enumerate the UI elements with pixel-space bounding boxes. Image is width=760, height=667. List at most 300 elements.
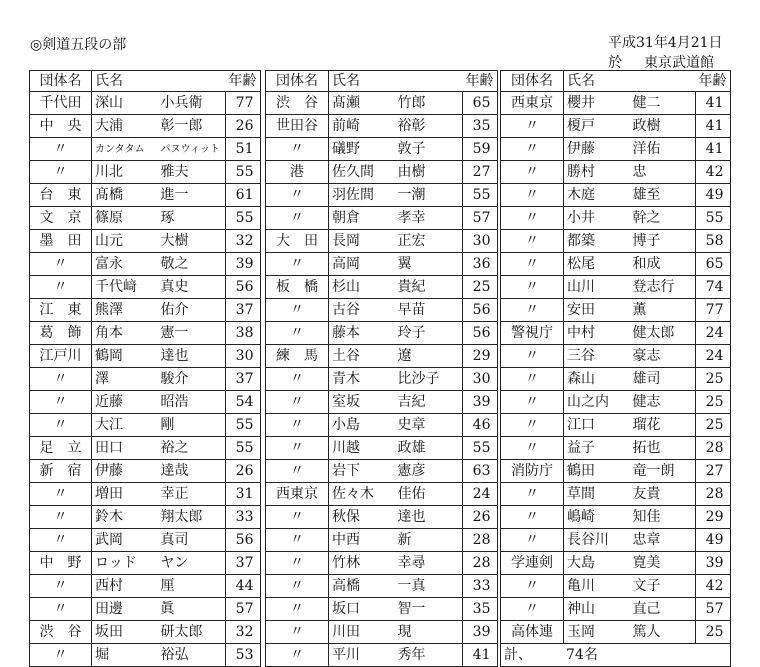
table-row: [30, 184, 261, 207]
org-cell: 〃: [266, 506, 329, 529]
table-row: [266, 506, 498, 529]
event-date: 平成31年4月21日: [608, 35, 723, 51]
table-row: [30, 253, 261, 276]
last-name-cell: 藤本: [329, 322, 395, 345]
first-name-cell: 和成: [630, 253, 696, 276]
table-row: [30, 575, 261, 598]
last-name-cell: 田邊: [92, 598, 158, 621]
last-name-cell: 鶴田: [564, 460, 630, 483]
age-cell: 41: [463, 644, 498, 667]
table-row: [501, 575, 731, 598]
org-cell: 港: [266, 161, 329, 184]
age-cell: 27: [463, 161, 498, 184]
org-cell: 〃: [501, 575, 564, 598]
table-row: [266, 529, 498, 552]
age-cell: 65: [696, 253, 731, 276]
org-cell: 〃: [266, 391, 329, 414]
first-name-cell: 貴紀: [395, 276, 463, 299]
table-row: [266, 598, 498, 621]
table-header-row: [30, 71, 261, 92]
table-row: [501, 253, 731, 276]
org-cell: 〃: [266, 529, 329, 552]
first-name-cell: 雅夫: [158, 161, 226, 184]
last-name-cell: 竹林: [329, 552, 395, 575]
table-row: [30, 368, 261, 391]
first-name-cell: 研太郎: [158, 621, 226, 644]
last-name-cell: 髙瀬: [329, 92, 395, 115]
last-name-cell: 秋保: [329, 506, 395, 529]
first-name-cell: 敦子: [395, 138, 463, 161]
org-cell: 〃: [266, 299, 329, 322]
age-cell: 61: [226, 184, 261, 207]
org-cell: 文 京: [30, 207, 92, 230]
first-name-cell: 雄司: [630, 368, 696, 391]
org-cell: 中 央: [30, 115, 92, 138]
last-name-cell: 大浦: [92, 115, 158, 138]
table-row: [30, 230, 261, 253]
last-name-cell: 佐久間: [329, 161, 395, 184]
age-cell: 29: [463, 345, 498, 368]
first-name-cell: 早苗: [395, 299, 463, 322]
last-name-cell: 勝村: [564, 161, 630, 184]
table-row: [266, 552, 498, 575]
age-cell: 25: [696, 391, 731, 414]
org-cell: 〃: [501, 230, 564, 253]
last-name-cell: 熊澤: [92, 299, 158, 322]
org-cell: 〃: [266, 598, 329, 621]
last-name-cell: 近藤: [92, 391, 158, 414]
table-row: [266, 621, 498, 644]
org-cell: 墨 田: [30, 230, 92, 253]
first-name-cell: 一真: [395, 575, 463, 598]
first-name-cell: 孝幸: [395, 207, 463, 230]
last-name-cell: 櫻井: [564, 92, 630, 115]
first-name-cell: 篤人: [630, 621, 696, 644]
org-cell: 高体連: [501, 621, 564, 644]
first-name-cell: 健志: [630, 391, 696, 414]
age-cell: 65: [463, 92, 498, 115]
last-name-cell: 羽佐間: [329, 184, 395, 207]
org-cell: 渋 谷: [266, 92, 329, 115]
table-row: [266, 207, 498, 230]
table-row: [266, 391, 498, 414]
last-name-cell: 益子: [564, 437, 630, 460]
header-org: 団体名: [30, 71, 92, 92]
age-cell: 32: [226, 230, 261, 253]
age-cell: 56: [463, 299, 498, 322]
org-cell: 〃: [501, 253, 564, 276]
org-cell: 〃: [30, 138, 92, 161]
table-row: [266, 138, 498, 161]
last-name-cell: 角本: [92, 322, 158, 345]
last-name-cell: 小井: [564, 207, 630, 230]
first-name-cell: 小兵衛: [158, 92, 226, 115]
org-cell: 足 立: [30, 437, 92, 460]
first-name-cell: 昭浩: [158, 391, 226, 414]
age-cell: 39: [463, 621, 498, 644]
age-cell: 39: [696, 552, 731, 575]
last-name-cell: 亀川: [564, 575, 630, 598]
org-cell: 〃: [266, 368, 329, 391]
last-name-cell: 富永: [92, 253, 158, 276]
age-cell: 57: [226, 598, 261, 621]
age-cell: 24: [696, 322, 731, 345]
last-name-cell: 江口: [564, 414, 630, 437]
org-cell: 中 野: [30, 552, 92, 575]
first-name-cell: 忠章: [630, 529, 696, 552]
last-name-cell: 髙橋: [92, 184, 158, 207]
venue-prefix: 於: [608, 55, 622, 71]
table-row: [501, 184, 731, 207]
table-row: [30, 483, 261, 506]
first-name-cell: ヤン: [158, 552, 226, 575]
first-name-cell: 眞: [158, 598, 226, 621]
org-cell: 〃: [266, 437, 329, 460]
age-cell: 36: [463, 253, 498, 276]
first-name-cell: 裕之: [158, 437, 226, 460]
table-row: [30, 529, 261, 552]
org-cell: 〃: [501, 598, 564, 621]
age-cell: 30: [226, 345, 261, 368]
last-name-cell: 高橋: [329, 575, 395, 598]
table-row: [501, 621, 731, 644]
first-name-cell: 秀年: [395, 644, 463, 667]
last-name-cell: 嶋崎: [564, 506, 630, 529]
table-row: [266, 437, 498, 460]
first-name-cell: 彰一郎: [158, 115, 226, 138]
table-row: [30, 506, 261, 529]
last-name-cell: 都築: [564, 230, 630, 253]
org-cell: 〃: [30, 483, 92, 506]
last-name-cell: 長谷川: [564, 529, 630, 552]
last-name-cell: 室坂: [329, 391, 395, 414]
table-row: [30, 138, 261, 161]
org-cell: 〃: [501, 529, 564, 552]
age-cell: 25: [463, 276, 498, 299]
last-name-cell: 坂口: [329, 598, 395, 621]
first-name-cell: 史章: [395, 414, 463, 437]
first-name-cell: 敬之: [158, 253, 226, 276]
first-name-cell: 瑠花: [630, 414, 696, 437]
table-row: [266, 460, 498, 483]
first-name-cell: 文子: [630, 575, 696, 598]
table-row: [501, 506, 731, 529]
org-cell: 〃: [501, 414, 564, 437]
last-name-cell: 鈴木: [92, 506, 158, 529]
org-cell: 〃: [501, 184, 564, 207]
age-cell: 59: [463, 138, 498, 161]
total-cell: [501, 644, 731, 667]
table-row: [501, 460, 731, 483]
org-cell: 〃: [501, 161, 564, 184]
age-cell: 55: [463, 437, 498, 460]
table-row: [266, 276, 498, 299]
total-count: 74名: [566, 646, 598, 663]
first-name-cell: 登志行: [630, 276, 696, 299]
age-cell: 55: [463, 184, 498, 207]
last-name-cell: 松尾: [564, 253, 630, 276]
last-name-cell: 古谷: [329, 299, 395, 322]
last-name-cell: 坂田: [92, 621, 158, 644]
org-cell: 練 馬: [266, 345, 329, 368]
first-name-cell: 智一: [395, 598, 463, 621]
age-cell: 57: [463, 207, 498, 230]
table-row: [30, 345, 261, 368]
org-cell: 〃: [266, 552, 329, 575]
table-row: [501, 207, 731, 230]
age-cell: 54: [226, 391, 261, 414]
table-row: [30, 621, 261, 644]
table-row: [30, 276, 261, 299]
org-cell: 〃: [266, 575, 329, 598]
table-row: [30, 92, 261, 115]
last-name-cell: 深山: [92, 92, 158, 115]
last-name-cell: 佐々木: [329, 483, 395, 506]
org-cell: 〃: [501, 437, 564, 460]
roster-table-right: [500, 70, 731, 667]
org-cell: 葛 飾: [30, 322, 92, 345]
first-name-cell: 大樹: [158, 230, 226, 253]
last-name-cell: 木庭: [564, 184, 630, 207]
table-row: [30, 115, 261, 138]
age-cell: 77: [696, 299, 731, 322]
age-cell: 33: [226, 506, 261, 529]
table-row: [501, 414, 731, 437]
last-name-cell: 長岡: [329, 230, 395, 253]
age-cell: 37: [226, 552, 261, 575]
last-name-cell: 平川: [329, 644, 395, 667]
table-row: [266, 184, 498, 207]
table-row: [501, 115, 731, 138]
age-cell: 41: [696, 92, 731, 115]
first-name-cell: 政樹: [630, 115, 696, 138]
last-name-cell: 川北: [92, 161, 158, 184]
table-row: [30, 552, 261, 575]
first-name-cell: 剛: [158, 414, 226, 437]
table-row: [266, 161, 498, 184]
age-cell: 44: [226, 575, 261, 598]
last-name-cell: 小島: [329, 414, 395, 437]
table-row: [266, 644, 498, 667]
last-name-cell: 山川: [564, 276, 630, 299]
last-name-cell: 田口: [92, 437, 158, 460]
age-cell: 41: [696, 115, 731, 138]
first-name-cell: 真史: [158, 276, 226, 299]
last-name-cell: 伊藤: [92, 460, 158, 483]
header-age: 年齢: [696, 71, 731, 92]
org-cell: 〃: [30, 644, 92, 667]
first-name-cell: 裕彰: [395, 115, 463, 138]
table-row: [30, 598, 261, 621]
last-name-cell: 三谷: [564, 345, 630, 368]
total-row: [501, 644, 731, 667]
org-cell: 西東京: [266, 483, 329, 506]
age-cell: 30: [463, 230, 498, 253]
last-name-cell: 山元: [92, 230, 158, 253]
first-name-cell: 遼: [395, 345, 463, 368]
org-cell: 〃: [501, 207, 564, 230]
last-name-cell: 大島: [564, 552, 630, 575]
table-row: [501, 299, 731, 322]
last-name-cell: 高岡: [329, 253, 395, 276]
event-venue: [608, 52, 714, 72]
last-name-cell: 鶴岡: [92, 345, 158, 368]
last-name-cell: 川田: [329, 621, 395, 644]
first-name-cell: 博子: [630, 230, 696, 253]
table-row: [266, 92, 498, 115]
org-cell: 〃: [266, 253, 329, 276]
table-header-row: [266, 71, 498, 92]
age-cell: 77: [226, 92, 261, 115]
table-row: [266, 483, 498, 506]
org-cell: 〃: [501, 345, 564, 368]
age-cell: 31: [226, 483, 261, 506]
age-cell: 24: [696, 345, 731, 368]
age-cell: 37: [226, 299, 261, 322]
age-cell: 46: [463, 414, 498, 437]
first-name-cell: 憲一: [158, 322, 226, 345]
age-cell: 56: [226, 276, 261, 299]
age-cell: 26: [463, 506, 498, 529]
org-cell: 西東京: [501, 92, 564, 115]
first-name-cell: 厘: [158, 575, 226, 598]
last-name-cell: 伊藤: [564, 138, 630, 161]
org-cell: 〃: [501, 368, 564, 391]
last-name-cell: 岩下: [329, 460, 395, 483]
table-row: [266, 230, 498, 253]
org-cell: 〃: [30, 598, 92, 621]
age-cell: 35: [463, 115, 498, 138]
org-cell: 〃: [266, 460, 329, 483]
org-cell: 〃: [30, 575, 92, 598]
first-name-cell: 裕弘: [158, 644, 226, 667]
table-row: [501, 598, 731, 621]
org-cell: 警視庁: [501, 322, 564, 345]
first-name-cell: 拓也: [630, 437, 696, 460]
table-row: [501, 230, 731, 253]
table-row: [30, 322, 261, 345]
age-cell: 49: [696, 529, 731, 552]
table-row: [30, 460, 261, 483]
first-name-cell: 比沙子: [395, 368, 463, 391]
age-cell: 28: [696, 483, 731, 506]
age-cell: 38: [226, 322, 261, 345]
org-cell: 板 橋: [266, 276, 329, 299]
first-name-cell: 達也: [395, 506, 463, 529]
org-cell: 〃: [30, 276, 92, 299]
table-row: [501, 368, 731, 391]
org-cell: 〃: [501, 138, 564, 161]
org-cell: 江 東: [30, 299, 92, 322]
venue-name: 東京武道館: [644, 55, 714, 71]
last-name-cell: 篠原: [92, 207, 158, 230]
org-cell: 〃: [266, 644, 329, 667]
org-cell: 〃: [501, 115, 564, 138]
first-name-cell: 幸尋: [395, 552, 463, 575]
age-cell: 25: [696, 621, 731, 644]
age-cell: 57: [696, 598, 731, 621]
age-cell: 55: [226, 161, 261, 184]
last-name-cell: 青木: [329, 368, 395, 391]
org-cell: 〃: [266, 414, 329, 437]
org-cell: 〃: [30, 368, 92, 391]
last-name-cell: 中西: [329, 529, 395, 552]
first-name-cell: 由樹: [395, 161, 463, 184]
last-name-cell: 川越: [329, 437, 395, 460]
last-name-cell: 朝倉: [329, 207, 395, 230]
first-name-cell: 進一: [158, 184, 226, 207]
age-cell: 53: [226, 644, 261, 667]
header-name: 氏名: [92, 71, 226, 92]
age-cell: 39: [226, 253, 261, 276]
first-name-cell: 真司: [158, 529, 226, 552]
first-name-cell: 洋佑: [630, 138, 696, 161]
org-cell: 〃: [30, 253, 92, 276]
table-row: [501, 552, 731, 575]
age-cell: 42: [696, 161, 731, 184]
org-cell: 〃: [266, 138, 329, 161]
first-name-cell: 知佳: [630, 506, 696, 529]
first-name-cell: 一潮: [395, 184, 463, 207]
org-cell: 新 宿: [30, 460, 92, 483]
table-row: [501, 391, 731, 414]
table-row: [30, 414, 261, 437]
age-cell: 55: [696, 207, 731, 230]
org-cell: 渋 谷: [30, 621, 92, 644]
first-name-cell: 幹之: [630, 207, 696, 230]
first-name-cell: 雄至: [630, 184, 696, 207]
first-name-cell: 寛美: [630, 552, 696, 575]
age-cell: 74: [696, 276, 731, 299]
table-row: [501, 138, 731, 161]
first-name-cell: 竹郎: [395, 92, 463, 115]
last-name-cell: 増田: [92, 483, 158, 506]
table-row: [266, 253, 498, 276]
table-row: [501, 529, 731, 552]
last-name-cell: 土谷: [329, 345, 395, 368]
age-cell: 27: [696, 460, 731, 483]
last-name-cell: 山之内: [564, 391, 630, 414]
table-header-row: [501, 71, 731, 92]
last-name-cell: ロッド: [92, 552, 158, 575]
total-label: 計、: [504, 646, 532, 663]
last-name-cell: 西村: [92, 575, 158, 598]
header-age: 年齢: [463, 71, 498, 92]
org-cell: 〃: [30, 161, 92, 184]
org-cell: 〃: [501, 391, 564, 414]
last-name-cell: 堀: [92, 644, 158, 667]
age-cell: 56: [226, 529, 261, 552]
org-cell: 〃: [30, 506, 92, 529]
table-row: [266, 368, 498, 391]
first-name-cell: 友貴: [630, 483, 696, 506]
last-name-cell: 前崎: [329, 115, 395, 138]
age-cell: 55: [226, 414, 261, 437]
org-cell: 千代田: [30, 92, 92, 115]
age-cell: 41: [696, 138, 731, 161]
first-name-cell: 翼: [395, 253, 463, 276]
org-cell: 〃: [30, 529, 92, 552]
first-name-cell: 幸正: [158, 483, 226, 506]
first-name-cell: 駿介: [158, 368, 226, 391]
first-name-cell: 健太郎: [630, 322, 696, 345]
first-name-cell: 達哉: [158, 460, 226, 483]
table-row: [266, 414, 498, 437]
age-cell: 32: [226, 621, 261, 644]
table-row: [266, 345, 498, 368]
last-name-cell: 澤: [92, 368, 158, 391]
roster-table-left: [29, 70, 261, 667]
